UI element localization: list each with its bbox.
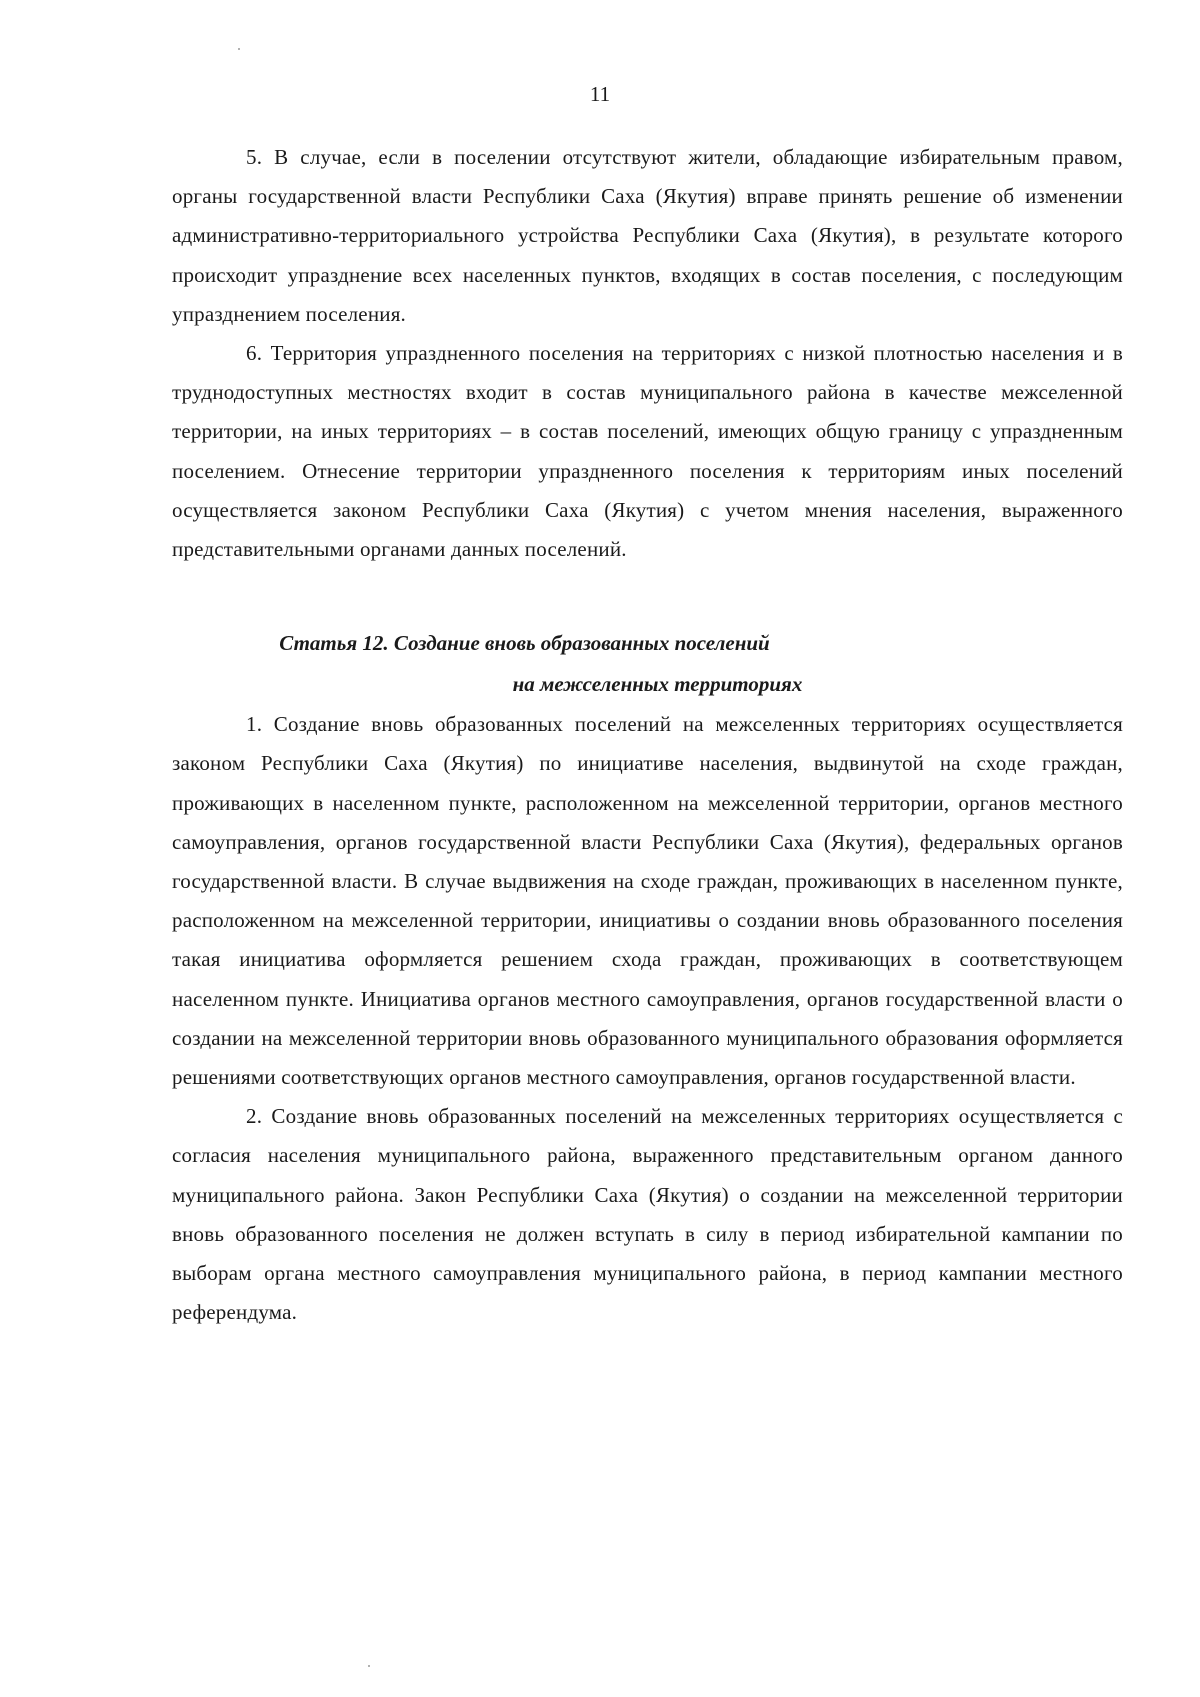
scan-speck [368, 1665, 370, 1667]
paragraph-6: 6. Территория упраздненного поселения на территориях с низкой плотностью населения и в труднодоступных местностях входит в состав муниципального района в качестве межселенной территории, на иных территориях – в состав поселений, имеющих общую границу с упраздненным поселением. Отнесение территории упраздненного поселения к территориям иных поселений осуществляется законом Республики Саха (Якутия) с учетом мнения населения, выраженного представительными органами данных поселений. [172, 341, 1123, 562]
article-12-paragraph-2: 2. Создание вновь образованных поселений на межселенных территориях осуществляется с согласия населения муниципального района, выраженного представительным органом данного муниципального района. Закон Республики Саха (Якутия) о создании на межселенной территории вновь образованного поселения не должен вступать в силу в период избирательной кампании по выборам органа местного самоуправления муниципального района, в период кампании местного референдума. [172, 1104, 1123, 1325]
article-heading-line-2: на межселенных территориях [512, 672, 803, 697]
article-12-heading [172, 623, 1123, 705]
paragraph-5: 5. В случае, если в поселении отсутствуют жители, обладающие избирательным правом, органы государственной власти Республики Саха (Якутия) вправе принять решение об изменении административно-территориального устройства Республики Саха (Якутия), в результате которого происходит упразднение всех населенных пунктов, входящих в состав поселения, с последующим упразднением поселения. [172, 145, 1123, 326]
document-body [172, 138, 1123, 1332]
article-heading-line-1: Статья 12. Создание вновь образованных поселений [279, 631, 770, 656]
page-number: 11 [589, 82, 611, 106]
scan-speck [238, 48, 240, 50]
article-12-paragraph-1: 1. Создание вновь образованных поселений на межселенных территориях осуществляется законом Республики Саха (Якутия) по инициативе населения, выдвинутой на сходе граждан, проживающих в населенном пункте, расположенном на межселенной территории, органов местного самоуправления, органов государственной власти Республики Саха (Якутия), федеральных органов государственной власти. В случае выдвижения на сходе граждан, проживающих в населенном пункте, расположенном на межселенной территории, инициативы о создании вновь образованного поселения такая инициатива оформляется решением схода граждан, проживающих в соответствующем населенном пункте. Инициатива органов местного самоуправления, органов государственной власти о создании на межселенной территории вновь образованного муниципального образования оформляется решениями соответствующих органов местного самоуправления, органов государственной власти. [172, 712, 1123, 1090]
